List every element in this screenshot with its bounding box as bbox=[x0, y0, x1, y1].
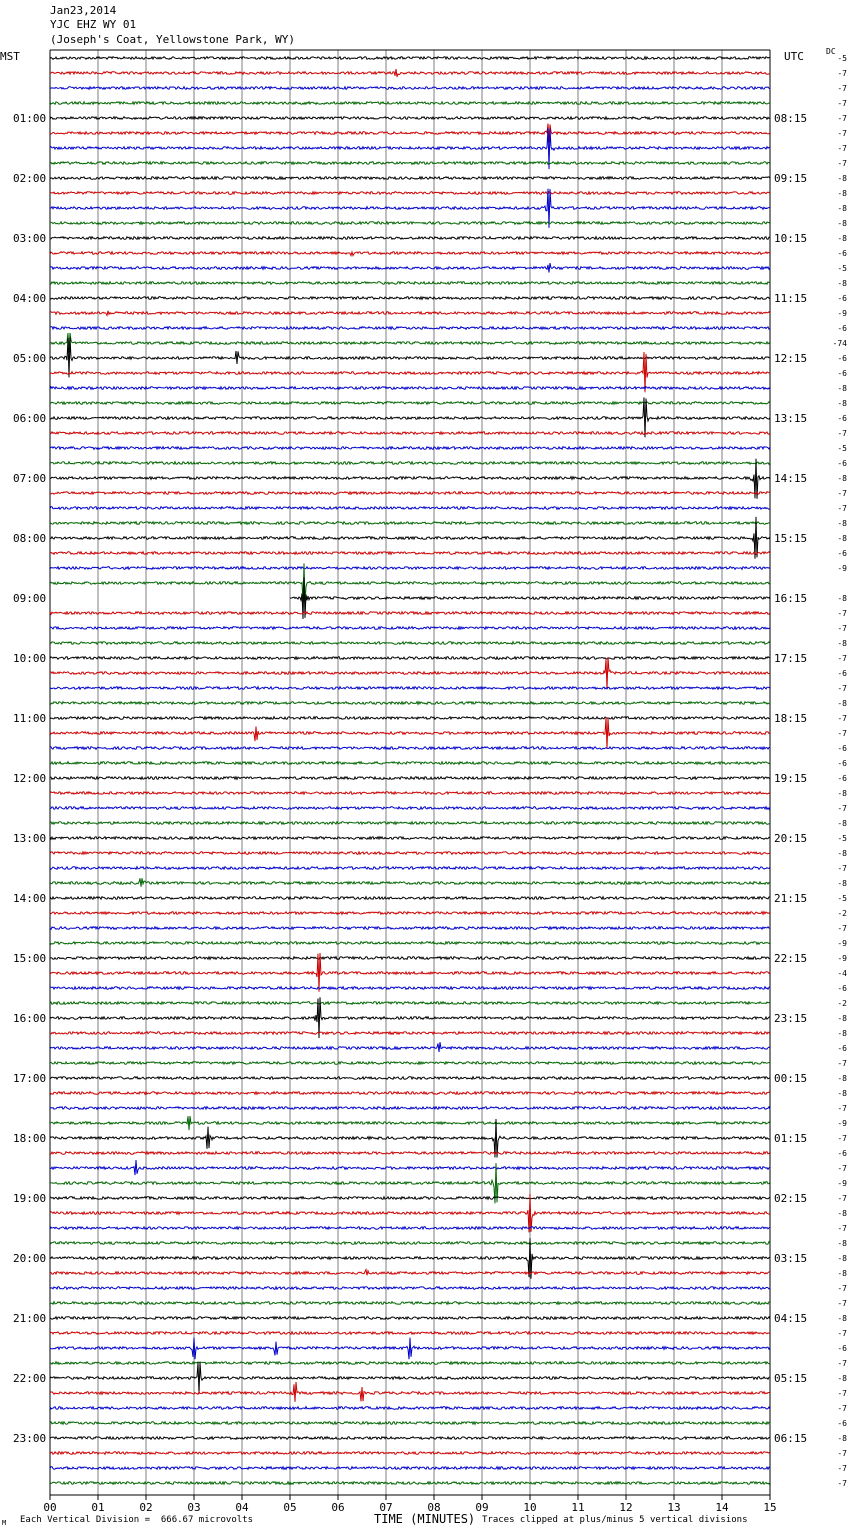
left-time-label-0: 01:00 bbox=[13, 112, 47, 125]
dc-offset-82: -7 bbox=[837, 1284, 847, 1293]
trace-82 bbox=[50, 1287, 770, 1290]
x-tick-label-03: 03 bbox=[187, 1501, 201, 1514]
trace-54 bbox=[50, 867, 770, 870]
dc-offset-15: -8 bbox=[837, 279, 847, 288]
right-time-label-2: 10:15 bbox=[774, 232, 808, 245]
station-code: YJC EHZ WY 01 bbox=[50, 18, 137, 31]
x-tick-label-10: 10 bbox=[523, 1501, 537, 1514]
right-time-label-22: 06:15 bbox=[774, 1432, 808, 1445]
right-time-label-8: 16:15 bbox=[774, 592, 808, 605]
dc-offset-0: -5 bbox=[837, 54, 847, 63]
dc-offset-18: -6 bbox=[837, 324, 847, 333]
right-time-label-21: 05:15 bbox=[774, 1372, 808, 1385]
trace-49 bbox=[50, 792, 770, 795]
trace-84 bbox=[50, 1317, 770, 1320]
trace-3 bbox=[50, 102, 770, 105]
right-time-label-16: 00:15 bbox=[774, 1072, 808, 1085]
x-tick-label-04: 04 bbox=[235, 1501, 249, 1514]
right-time-label-12: 20:15 bbox=[774, 832, 808, 845]
dc-offset-77: -8 bbox=[837, 1209, 847, 1218]
x-tick-label-14: 14 bbox=[715, 1501, 729, 1514]
dc-offset-72: -7 bbox=[837, 1134, 847, 1143]
trace-0 bbox=[50, 57, 770, 60]
trace-59 bbox=[50, 942, 770, 945]
dc-offset-62: -6 bbox=[837, 984, 847, 993]
trace-70 bbox=[50, 1107, 770, 1110]
dc-offset-60: -9 bbox=[837, 954, 847, 963]
right-time-label-1: 09:15 bbox=[774, 172, 808, 185]
trace-37 bbox=[50, 612, 770, 615]
left-time-label-14: 15:00 bbox=[13, 952, 47, 965]
trace-50 bbox=[50, 807, 770, 810]
dc-offset-91: -6 bbox=[837, 1419, 847, 1428]
station-date: Jan23,2014 bbox=[50, 4, 117, 17]
right-time-label-14: 22:15 bbox=[774, 952, 808, 965]
dc-offset-49: -8 bbox=[837, 789, 847, 798]
dc-offset-10: -8 bbox=[837, 204, 847, 213]
dc-offset-43: -8 bbox=[837, 699, 847, 708]
dc-offset-6: -7 bbox=[837, 144, 847, 153]
left-time-label-5: 06:00 bbox=[13, 412, 47, 425]
dc-offset-30: -7 bbox=[837, 504, 847, 513]
trace-2 bbox=[50, 87, 770, 90]
trace-23 bbox=[50, 402, 770, 405]
left-time-label-21: 22:00 bbox=[13, 1372, 47, 1385]
dc-offset-26: -5 bbox=[837, 444, 847, 453]
left-time-label-2: 03:00 bbox=[13, 232, 47, 245]
right-time-label-6: 14:15 bbox=[774, 472, 808, 485]
trace-90 bbox=[50, 1407, 770, 1410]
left-time-label-10: 11:00 bbox=[13, 712, 47, 725]
trace-38 bbox=[50, 627, 770, 630]
trace-4 bbox=[50, 117, 770, 120]
dc-offset-41: -6 bbox=[837, 669, 847, 678]
dc-offset-27: -6 bbox=[837, 459, 847, 468]
trace-42 bbox=[50, 687, 770, 690]
dc-offset-9: -8 bbox=[837, 189, 847, 198]
trace-48 bbox=[50, 777, 770, 780]
trace-1 bbox=[50, 69, 770, 77]
dc-offset-32: -8 bbox=[837, 534, 847, 543]
left-time-label-19: 20:00 bbox=[13, 1252, 47, 1265]
dc-offset-16: -6 bbox=[837, 294, 847, 303]
trace-78 bbox=[50, 1227, 770, 1230]
dc-offset-85: -7 bbox=[837, 1329, 847, 1338]
dc-offset-58: -7 bbox=[837, 924, 847, 933]
left-time-label-16: 17:00 bbox=[13, 1072, 47, 1085]
dc-offset-65: -8 bbox=[837, 1029, 847, 1038]
trace-43 bbox=[50, 702, 770, 705]
dc-offset-13: -6 bbox=[837, 249, 847, 258]
dc-offset-80: -8 bbox=[837, 1254, 847, 1263]
dc-offset-68: -8 bbox=[837, 1074, 847, 1083]
dc-offset-7: -7 bbox=[837, 159, 847, 168]
x-tick-label-01: 01 bbox=[91, 1501, 105, 1514]
dc-offset-45: -7 bbox=[837, 729, 847, 738]
trace-31 bbox=[50, 522, 770, 525]
trace-60 bbox=[50, 957, 770, 960]
dc-offset-63: -2 bbox=[837, 999, 847, 1008]
right-time-label-10: 18:15 bbox=[774, 712, 808, 725]
dc-offset-71: -9 bbox=[837, 1119, 847, 1128]
trace-88 bbox=[50, 1362, 770, 1393]
dc-offset-57: -2 bbox=[837, 909, 847, 918]
trace-22 bbox=[50, 387, 770, 390]
right-time-label-15: 23:15 bbox=[774, 1012, 808, 1025]
clip-note: Traces clipped at plus/minus 5 vertical divisions bbox=[482, 1515, 748, 1525]
dc-offset-51: -8 bbox=[837, 819, 847, 828]
dc-offset-54: -7 bbox=[837, 864, 847, 873]
x-tick-label-15: 15 bbox=[763, 1501, 777, 1514]
x-tick-label-00: 00 bbox=[43, 1501, 57, 1514]
dc-offset-86: -6 bbox=[837, 1344, 847, 1353]
trace-44 bbox=[50, 717, 770, 720]
dc-offset-39: -8 bbox=[837, 639, 847, 648]
dc-offset-36: -8 bbox=[837, 594, 847, 603]
trace-27 bbox=[50, 462, 770, 465]
x-tick-label-11: 11 bbox=[571, 1501, 585, 1514]
dc-offset-34: -9 bbox=[837, 564, 847, 573]
trace-45 bbox=[50, 717, 770, 748]
trace-34 bbox=[50, 567, 770, 570]
dc-offset-90: -7 bbox=[837, 1404, 847, 1413]
x-tick-label-08: 08 bbox=[427, 1501, 441, 1514]
dc-offset-56: -5 bbox=[837, 894, 847, 903]
trace-41 bbox=[50, 657, 770, 689]
trace-65 bbox=[50, 1032, 770, 1035]
trace-94 bbox=[50, 1467, 770, 1470]
trace-83 bbox=[50, 1302, 770, 1305]
dc-offset-19: -74 bbox=[832, 339, 847, 348]
trace-68 bbox=[50, 1077, 770, 1080]
trace-53 bbox=[50, 852, 770, 855]
dc-offset-55: -8 bbox=[837, 879, 847, 888]
dc-offset-header: DC bbox=[826, 47, 836, 56]
trace-52 bbox=[50, 837, 770, 840]
left-time-label-17: 18:00 bbox=[13, 1132, 47, 1145]
dc-offset-92: -8 bbox=[837, 1434, 847, 1443]
trace-12 bbox=[50, 237, 770, 240]
trace-30 bbox=[50, 507, 770, 510]
trace-62 bbox=[50, 987, 770, 990]
dc-offset-38: -7 bbox=[837, 624, 847, 633]
trace-16 bbox=[50, 297, 770, 300]
left-time-label-11: 12:00 bbox=[13, 772, 47, 785]
trace-58 bbox=[50, 927, 770, 930]
left-time-label-12: 13:00 bbox=[13, 832, 47, 845]
trace-9 bbox=[50, 192, 770, 195]
x-tick-label-07: 07 bbox=[379, 1501, 393, 1514]
left-timezone-label: MST bbox=[0, 50, 20, 63]
left-time-label-8: 09:00 bbox=[13, 592, 47, 605]
right-time-label-17: 01:15 bbox=[774, 1132, 808, 1145]
dc-offset-25: -7 bbox=[837, 429, 847, 438]
dc-offset-46: -6 bbox=[837, 744, 847, 753]
trace-76 bbox=[50, 1197, 770, 1200]
right-time-label-13: 21:15 bbox=[774, 892, 808, 905]
dc-offset-31: -8 bbox=[837, 519, 847, 528]
trace-7 bbox=[50, 162, 770, 165]
dc-offset-44: -7 bbox=[837, 714, 847, 723]
x-tick-label-06: 06 bbox=[331, 1501, 345, 1514]
trace-group bbox=[50, 57, 770, 1485]
left-time-label-20: 21:00 bbox=[13, 1312, 47, 1325]
dc-offset-66: -6 bbox=[837, 1044, 847, 1053]
station-location: (Joseph's Coat, Yellowstone Park, WY) bbox=[50, 33, 296, 46]
x-tick-label-13: 13 bbox=[667, 1501, 681, 1514]
trace-19 bbox=[50, 333, 770, 353]
trace-69 bbox=[50, 1092, 770, 1095]
trace-86 bbox=[50, 1338, 770, 1360]
dc-offset-59: -9 bbox=[837, 939, 847, 948]
trace-47 bbox=[50, 762, 770, 765]
left-time-label-4: 05:00 bbox=[13, 352, 47, 365]
trace-91 bbox=[50, 1422, 770, 1425]
right-time-label-9: 17:15 bbox=[774, 652, 808, 665]
trace-35 bbox=[50, 563, 770, 602]
dc-offset-14: -5 bbox=[837, 264, 847, 273]
dc-offset-89: -7 bbox=[837, 1389, 847, 1398]
dc-offset-94: -7 bbox=[837, 1464, 847, 1473]
dc-offset-78: -7 bbox=[837, 1224, 847, 1233]
dc-offset-47: -6 bbox=[837, 759, 847, 768]
dc-offset-73: -6 bbox=[837, 1149, 847, 1158]
trace-93 bbox=[50, 1452, 770, 1455]
dc-offset-8: -8 bbox=[837, 174, 847, 183]
trace-51 bbox=[50, 822, 770, 825]
right-time-label-0: 08:15 bbox=[774, 112, 808, 125]
dc-offset-1: -7 bbox=[837, 69, 847, 78]
dc-offset-81: -8 bbox=[837, 1269, 847, 1278]
trace-46 bbox=[50, 747, 770, 750]
left-time-label-7: 08:00 bbox=[13, 532, 47, 545]
dc-offset-83: -7 bbox=[837, 1299, 847, 1308]
trace-66 bbox=[50, 1042, 770, 1052]
trace-40 bbox=[50, 657, 770, 660]
dc-offset-11: -8 bbox=[837, 219, 847, 228]
dc-offset-3: -7 bbox=[837, 99, 847, 108]
dc-offset-87: -7 bbox=[837, 1359, 847, 1368]
right-time-label-7: 15:15 bbox=[774, 532, 808, 545]
trace-39 bbox=[50, 642, 770, 645]
trace-92 bbox=[50, 1437, 770, 1440]
dc-offset-76: -7 bbox=[837, 1194, 847, 1203]
dc-offset-22: -8 bbox=[837, 384, 847, 393]
left-time-label-1: 02:00 bbox=[13, 172, 47, 185]
scale-note: Each Vertical Division = 666.67 microvolts bbox=[20, 1515, 253, 1525]
right-time-label-11: 19:15 bbox=[774, 772, 808, 785]
dc-offset-37: -7 bbox=[837, 609, 847, 618]
trace-63 bbox=[50, 1002, 770, 1005]
trace-95 bbox=[50, 1482, 770, 1485]
right-time-label-5: 13:15 bbox=[774, 412, 808, 425]
trace-87 bbox=[50, 1362, 770, 1365]
trace-33 bbox=[50, 552, 770, 555]
left-time-label-15: 16:00 bbox=[13, 1012, 47, 1025]
trace-81 bbox=[50, 1270, 770, 1276]
trace-79 bbox=[50, 1242, 770, 1245]
dc-offset-64: -8 bbox=[837, 1014, 847, 1023]
dc-offset-48: -6 bbox=[837, 774, 847, 783]
trace-26 bbox=[50, 447, 770, 450]
dc-offset-23: -8 bbox=[837, 399, 847, 408]
right-time-label-3: 11:15 bbox=[774, 292, 808, 305]
x-tick-label-09: 09 bbox=[475, 1501, 489, 1514]
trace-15 bbox=[50, 282, 770, 285]
dc-offset-79: -8 bbox=[837, 1239, 847, 1248]
x-tick-label-12: 12 bbox=[619, 1501, 633, 1514]
dc-offset-74: -7 bbox=[837, 1164, 847, 1173]
trace-11 bbox=[50, 222, 770, 225]
trace-29 bbox=[50, 492, 770, 495]
right-time-label-18: 02:15 bbox=[774, 1192, 808, 1205]
dc-offset-20: -6 bbox=[837, 354, 847, 363]
left-time-label-13: 14:00 bbox=[13, 892, 47, 905]
left-time-label-3: 04:00 bbox=[13, 292, 47, 305]
right-time-label-20: 04:15 bbox=[774, 1312, 808, 1325]
trace-25 bbox=[50, 432, 770, 435]
dc-offset-29: -7 bbox=[837, 489, 847, 498]
dc-offset-33: -6 bbox=[837, 549, 847, 558]
trace-56 bbox=[50, 897, 770, 900]
dc-offset-69: -8 bbox=[837, 1089, 847, 1098]
dc-offset-84: -8 bbox=[837, 1314, 847, 1323]
grid-lines bbox=[50, 50, 770, 1495]
trace-85 bbox=[50, 1332, 770, 1335]
x-tick-label-05: 05 bbox=[283, 1501, 297, 1514]
dc-offset-67: -7 bbox=[837, 1059, 847, 1068]
dc-offset-12: -8 bbox=[837, 234, 847, 243]
trace-89 bbox=[50, 1382, 770, 1402]
dc-offset-28: -8 bbox=[837, 474, 847, 483]
trace-18 bbox=[50, 327, 770, 330]
dc-offset-50: -7 bbox=[837, 804, 847, 813]
trace-8 bbox=[50, 177, 770, 180]
dc-offset-2: -7 bbox=[837, 84, 847, 93]
right-time-label-19: 03:15 bbox=[774, 1252, 808, 1265]
dc-offset-40: -7 bbox=[837, 654, 847, 663]
left-time-label-9: 10:00 bbox=[13, 652, 47, 665]
trace-67 bbox=[50, 1062, 770, 1065]
trace-13 bbox=[50, 252, 770, 256]
dc-offset-21: -6 bbox=[837, 369, 847, 378]
dc-offset-52: -5 bbox=[837, 834, 847, 843]
dc-offset-88: -8 bbox=[837, 1374, 847, 1383]
left-time-label-18: 19:00 bbox=[13, 1192, 47, 1205]
trace-74 bbox=[50, 1160, 770, 1175]
dc-offset-75: -9 bbox=[837, 1179, 847, 1188]
dc-offset-5: -7 bbox=[837, 129, 847, 138]
dc-offset-17: -9 bbox=[837, 309, 847, 318]
trace-73 bbox=[50, 1152, 770, 1155]
left-time-label-22: 23:00 bbox=[13, 1432, 47, 1445]
dc-offset-42: -7 bbox=[837, 684, 847, 693]
dc-offset-95: -7 bbox=[837, 1479, 847, 1488]
trace-71 bbox=[50, 1116, 770, 1130]
trace-14 bbox=[50, 263, 770, 272]
x-axis-title: TIME (MINUTES) bbox=[374, 1512, 476, 1526]
trace-17 bbox=[50, 311, 770, 316]
dc-offset-61: -4 bbox=[837, 969, 847, 978]
x-tick-label-02: 02 bbox=[139, 1501, 153, 1514]
right-time-label-4: 12:15 bbox=[774, 352, 808, 365]
dc-offset-4: -7 bbox=[837, 114, 847, 123]
dc-offset-53: -8 bbox=[837, 849, 847, 858]
dc-offset-70: -7 bbox=[837, 1104, 847, 1113]
trace-55 bbox=[50, 878, 770, 887]
trace-57 bbox=[50, 912, 770, 915]
right-timezone-label: UTC bbox=[784, 50, 804, 63]
dc-offset-24: -6 bbox=[837, 414, 847, 423]
dc-offset-93: -7 bbox=[837, 1449, 847, 1458]
trace-5 bbox=[50, 124, 770, 143]
footer-mark: M bbox=[2, 1519, 7, 1527]
left-time-label-6: 07:00 bbox=[13, 472, 47, 485]
